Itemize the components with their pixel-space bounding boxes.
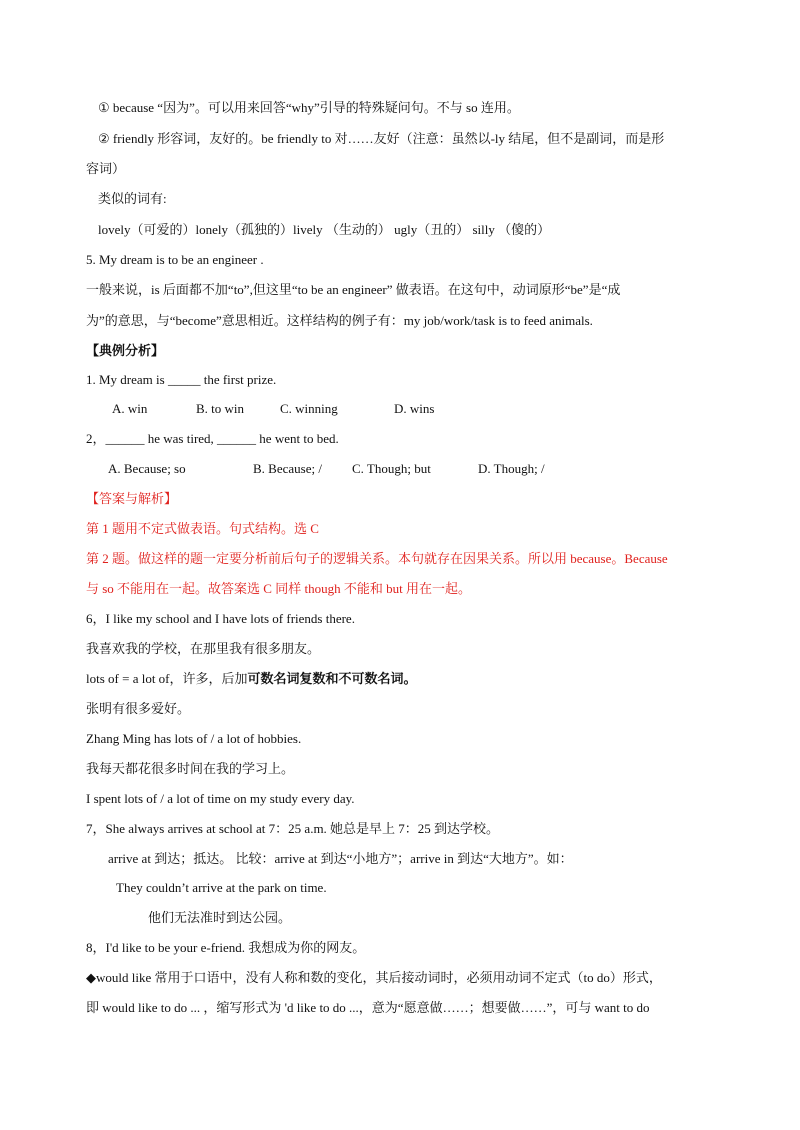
point-6-translation: 我喜欢我的学校，在那里我有很多朋友。 xyxy=(86,641,321,656)
q1-option-a: A. win xyxy=(112,401,148,416)
q2-option-a: A. Because; so xyxy=(108,461,186,476)
example-study-en: I spent lots of / a lot of time on my study every day. xyxy=(86,791,355,806)
point-7-usage: arrive at 到达；抵达。 比较：arrive at 到达“小地方”；arrive in 到达“大地方”。如： xyxy=(108,851,573,866)
example-zhang-cn: 张明有很多爱好。 xyxy=(86,701,191,716)
similar-words-list: lovely（可爱的）lonely（孤独的）lively （生动的） ugly（丑的） silly （傻的） xyxy=(98,222,551,237)
q2-option-c: C. Though; but xyxy=(352,461,431,476)
answer-1: 第 1 题用不定式做表语。句式结构。选 C xyxy=(86,521,319,536)
point-5-heading: 5. My dream is to be an engineer . xyxy=(86,252,264,267)
point-6-usage xyxy=(86,670,417,688)
point-8-usage-cont: 即 would like to do ... ，缩写形式为 'd like to do ...，意为“愿意做……；想要做……”，可与 want to do xyxy=(86,1000,650,1015)
q1-option-d: D. wins xyxy=(394,401,435,416)
answer-heading: 【答案与解析】 xyxy=(86,491,178,506)
point-5-explanation: 一般来说，is 后面都不加“to”,但这里“to be an engineer” 做表语。在这句中，动词原形“be”是“成 xyxy=(86,282,621,297)
point-6-usage-text: lots of = a lot of，许多，后加 xyxy=(86,671,248,686)
q2-option-d: D. Though; / xyxy=(478,461,545,476)
similar-words-label: 类似的词有: xyxy=(98,191,167,206)
question-2: 2，______ he was tired, ______ he went to bed. xyxy=(86,431,339,446)
question-1: 1. My dream is _____ the first prize. xyxy=(86,372,277,387)
point-7-heading: 7，She always arrives at school at 7：25 a.m. 她总是早上 7：25 到达学校。 xyxy=(86,821,500,836)
point-7-example-en: They couldn’t arrive at the park on time. xyxy=(116,880,327,895)
q2-option-b: B. Because; / xyxy=(253,461,322,476)
point-7-example-cn: 他们无法准时到达公园。 xyxy=(148,910,292,925)
point-8-heading: 8，I'd like to be your e-friend. 我想成为你的网友。 xyxy=(86,940,366,955)
point-8-usage: ◆would like 常用于口语中，没有人称和数的变化，其后接动词时，必须用动词不定式（to do）形式， xyxy=(86,970,662,985)
note-because: ① because “因为”。可以用来回答“why”引导的特殊疑问句。不与 so 连用。 xyxy=(98,100,520,115)
note-friendly: ② friendly 形容词，友好的。be friendly to 对……友好（注意：虽然以-ly 结尾，但不是副词，而是形 xyxy=(98,131,665,146)
answer-2: 第 2 题。做这样的题一定要分析前后句子的逻辑关系。本句就存在因果关系。所以用 because。Because xyxy=(86,551,668,566)
answer-2-cont: 与 so 不能用在一起。故答案选 C 同样 though 不能和 but 用在一起。 xyxy=(86,581,471,596)
q1-option-c: C. winning xyxy=(280,401,338,416)
point-5-explanation-cont: 为”的意思，与“become”意思相近。这样结构的例子有：my job/work/task is to feed animals. xyxy=(86,313,593,328)
point-6-usage-emphasis: 可数名词复数和不可数名词。 xyxy=(247,671,417,686)
example-analysis-heading: 【典例分析】 xyxy=(86,343,165,358)
point-6-heading: 6，I like my school and I have lots of friends there. xyxy=(86,611,355,626)
q1-option-b: B. to win xyxy=(196,401,245,416)
note-friendly-cont: 容词） xyxy=(86,161,126,176)
example-study-cn: 我每天都花很多时间在我的学习上。 xyxy=(86,761,295,776)
example-zhang-en: Zhang Ming has lots of / a lot of hobbies. xyxy=(86,731,302,746)
